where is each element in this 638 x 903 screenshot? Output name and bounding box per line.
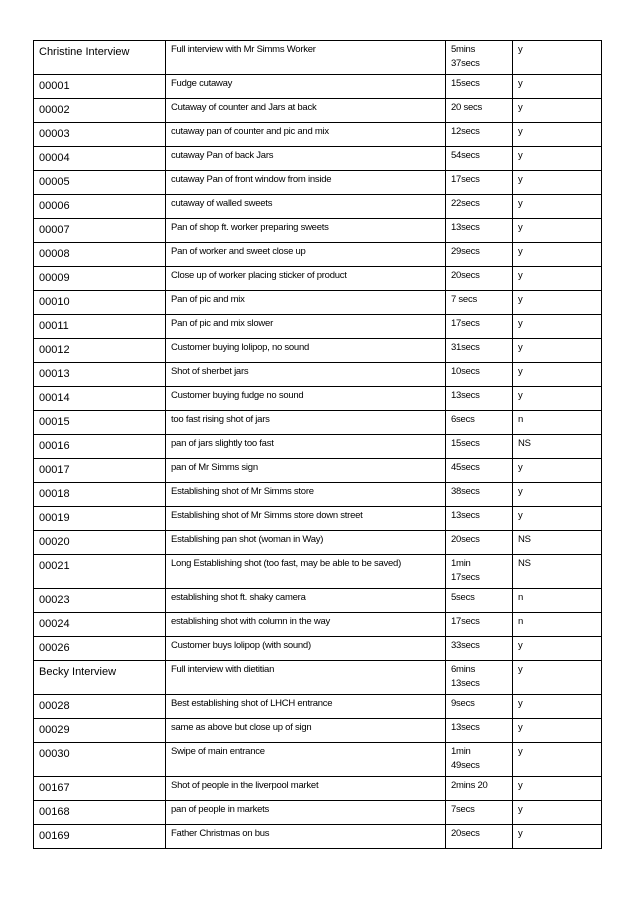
- clip-id-cell: 00007: [34, 219, 166, 243]
- duration-line: 17secs: [451, 572, 480, 583]
- clip-duration-cell: [446, 719, 513, 743]
- clip-description-cell: Shot of sherbet jars: [166, 363, 446, 387]
- clip-description-cell: Fudge cutaway: [166, 75, 446, 99]
- duration-line: 13secs: [451, 510, 480, 521]
- clip-description-cell: Pan of pic and mix: [166, 291, 446, 315]
- clip-id-cell: 00006: [34, 195, 166, 219]
- table-row: [34, 41, 602, 75]
- duration-line: 15secs: [451, 438, 480, 449]
- table-row: [34, 147, 602, 171]
- clip-duration-cell: [446, 661, 513, 695]
- clip-usable-cell: y: [513, 171, 602, 195]
- clip-description-cell: Cutaway of counter and Jars at back: [166, 99, 446, 123]
- table-row: [34, 719, 602, 743]
- table-row: [34, 339, 602, 363]
- duration-line: 13secs: [451, 678, 480, 689]
- clip-duration-cell: [446, 613, 513, 637]
- clip-usable-cell: y: [513, 825, 602, 849]
- duration-line: 20secs: [451, 534, 480, 545]
- clip-duration-cell: [446, 743, 513, 777]
- clip-usable-cell: n: [513, 411, 602, 435]
- clip-id-cell: 00167: [34, 777, 166, 801]
- clip-id-cell: Becky Interview: [34, 661, 166, 695]
- duration-line: 6secs: [451, 414, 475, 425]
- clip-id-cell: 00008: [34, 243, 166, 267]
- clip-id-cell: 00023: [34, 589, 166, 613]
- duration-line: 20secs: [451, 828, 480, 839]
- table-row: [34, 637, 602, 661]
- clip-duration-cell: [446, 267, 513, 291]
- clip-description-cell: Establishing shot of Mr Simms store down street: [166, 507, 446, 531]
- clip-usable-cell: n: [513, 613, 602, 637]
- clip-description-cell: pan of Mr Simms sign: [166, 459, 446, 483]
- table-row: [34, 801, 602, 825]
- clip-usable-cell: y: [513, 315, 602, 339]
- clip-usable-cell: y: [513, 743, 602, 777]
- clip-id-cell: 00004: [34, 147, 166, 171]
- table-row: [34, 171, 602, 195]
- duration-line: 1min: [451, 746, 471, 757]
- table-row: [34, 507, 602, 531]
- duration-line: 31secs: [451, 342, 480, 353]
- clip-description-cell: same as above but close up of sign: [166, 719, 446, 743]
- clip-usable-cell: y: [513, 719, 602, 743]
- duration-line: 17secs: [451, 318, 480, 329]
- clip-id-cell: 00005: [34, 171, 166, 195]
- duration-line: 29secs: [451, 246, 480, 257]
- clip-duration-cell: [446, 459, 513, 483]
- clip-usable-cell: y: [513, 507, 602, 531]
- table-row: [34, 777, 602, 801]
- clip-id-cell: 00016: [34, 435, 166, 459]
- duration-line: 17secs: [451, 174, 480, 185]
- clip-usable-cell: y: [513, 267, 602, 291]
- clip-duration-cell: [446, 99, 513, 123]
- clip-duration-cell: [446, 555, 513, 589]
- table-row: [34, 195, 602, 219]
- clip-duration-cell: [446, 291, 513, 315]
- table-row: [34, 483, 602, 507]
- clip-usable-cell: y: [513, 637, 602, 661]
- clip-duration-cell: [446, 435, 513, 459]
- clip-description-cell: Swipe of main entrance: [166, 743, 446, 777]
- clip-description-cell: establishing shot ft. shaky camera: [166, 589, 446, 613]
- clip-duration-cell: [446, 589, 513, 613]
- clip-description-cell: Full interview with dietitian: [166, 661, 446, 695]
- clip-description-cell: Pan of shop ft. worker preparing sweets: [166, 219, 446, 243]
- clip-description-cell: Shot of people in the liverpool market: [166, 777, 446, 801]
- clip-duration-cell: [446, 195, 513, 219]
- table-row: [34, 695, 602, 719]
- table-row: [34, 435, 602, 459]
- clip-description-cell: Pan of worker and sweet close up: [166, 243, 446, 267]
- duration-line: 38secs: [451, 486, 480, 497]
- clip-usable-cell: y: [513, 483, 602, 507]
- clip-usable-cell: NS: [513, 435, 602, 459]
- clip-usable-cell: y: [513, 459, 602, 483]
- duration-line: 15secs: [451, 78, 480, 89]
- clip-description-cell: Long Establishing shot (too fast, may be able to be saved): [166, 555, 446, 589]
- duration-line: 5secs: [451, 592, 475, 603]
- clip-duration-cell: [446, 801, 513, 825]
- clip-usable-cell: y: [513, 777, 602, 801]
- clip-id-cell: 00020: [34, 531, 166, 555]
- clip-id-cell: Christine Interview: [34, 41, 166, 75]
- clip-duration-cell: [446, 123, 513, 147]
- clip-usable-cell: y: [513, 99, 602, 123]
- clip-id-cell: 00021: [34, 555, 166, 589]
- table-row: [34, 291, 602, 315]
- duration-line: 13secs: [451, 390, 480, 401]
- footage-log-table: [33, 40, 602, 849]
- duration-line: 17secs: [451, 616, 480, 627]
- table-row: [34, 387, 602, 411]
- clip-duration-cell: [446, 243, 513, 267]
- clip-description-cell: Customer buying fudge no sound: [166, 387, 446, 411]
- clip-duration-cell: [446, 411, 513, 435]
- clip-id-cell: 00002: [34, 99, 166, 123]
- clip-usable-cell: y: [513, 661, 602, 695]
- clip-duration-cell: [446, 387, 513, 411]
- duration-line: 49secs: [451, 760, 480, 771]
- table-row: [34, 315, 602, 339]
- duration-line: 13secs: [451, 722, 480, 733]
- clip-duration-cell: [446, 637, 513, 661]
- clip-id-cell: 00030: [34, 743, 166, 777]
- table-row: [34, 531, 602, 555]
- duration-line: 33secs: [451, 640, 480, 651]
- clip-id-cell: 00003: [34, 123, 166, 147]
- clip-duration-cell: [446, 339, 513, 363]
- table-row: [34, 243, 602, 267]
- table-row: [34, 363, 602, 387]
- clip-id-cell: 00028: [34, 695, 166, 719]
- table-row: [34, 555, 602, 589]
- clip-id-cell: 00013: [34, 363, 166, 387]
- duration-line: 7secs: [451, 804, 475, 815]
- clip-usable-cell: y: [513, 219, 602, 243]
- duration-line: 54secs: [451, 150, 480, 161]
- clip-duration-cell: [446, 75, 513, 99]
- clip-usable-cell: y: [513, 41, 602, 75]
- clip-id-cell: 00001: [34, 75, 166, 99]
- clip-description-cell: cutaway of walled sweets: [166, 195, 446, 219]
- clip-usable-cell: NS: [513, 555, 602, 589]
- clip-description-cell: cutaway Pan of back Jars: [166, 147, 446, 171]
- clip-id-cell: 00012: [34, 339, 166, 363]
- duration-line: 20 secs: [451, 102, 482, 113]
- clip-id-cell: 00168: [34, 801, 166, 825]
- table-row: [34, 661, 602, 695]
- duration-line: 9secs: [451, 698, 475, 709]
- duration-line: 1min: [451, 558, 471, 569]
- clip-duration-cell: [446, 507, 513, 531]
- table-row: [34, 75, 602, 99]
- clip-duration-cell: [446, 147, 513, 171]
- clip-duration-cell: [446, 219, 513, 243]
- duration-line: 22secs: [451, 198, 480, 209]
- clip-description-cell: Pan of pic and mix slower: [166, 315, 446, 339]
- clip-id-cell: 00014: [34, 387, 166, 411]
- clip-usable-cell: y: [513, 291, 602, 315]
- clip-usable-cell: NS: [513, 531, 602, 555]
- clip-id-cell: 00011: [34, 315, 166, 339]
- duration-line: 13secs: [451, 222, 480, 233]
- table-row: [34, 219, 602, 243]
- clip-usable-cell: y: [513, 695, 602, 719]
- duration-line: 2mins 20: [451, 780, 488, 791]
- clip-duration-cell: [446, 483, 513, 507]
- duration-line: 20secs: [451, 270, 480, 281]
- clip-description-cell: too fast rising shot of jars: [166, 411, 446, 435]
- clip-description-cell: Establishing pan shot (woman in Way): [166, 531, 446, 555]
- table-row: [34, 99, 602, 123]
- clip-duration-cell: [446, 531, 513, 555]
- table-row: [34, 411, 602, 435]
- duration-line: 6mins: [451, 664, 476, 675]
- clip-id-cell: 00018: [34, 483, 166, 507]
- duration-line: 5mins: [451, 44, 476, 55]
- clip-id-cell: 00024: [34, 613, 166, 637]
- duration-line: 7 secs: [451, 294, 477, 305]
- clip-usable-cell: y: [513, 363, 602, 387]
- clip-duration-cell: [446, 315, 513, 339]
- clip-id-cell: 00015: [34, 411, 166, 435]
- clip-duration-cell: [446, 695, 513, 719]
- clip-usable-cell: y: [513, 801, 602, 825]
- clip-description-cell: Full interview with Mr Simms Worker: [166, 41, 446, 75]
- clip-description-cell: Best establishing shot of LHCH entrance: [166, 695, 446, 719]
- clip-description-cell: Customer buying lolipop, no sound: [166, 339, 446, 363]
- clip-usable-cell: y: [513, 195, 602, 219]
- clip-usable-cell: y: [513, 339, 602, 363]
- clip-description-cell: pan of people in markets: [166, 801, 446, 825]
- clip-description-cell: Customer buys lolipop (with sound): [166, 637, 446, 661]
- clip-id-cell: 00010: [34, 291, 166, 315]
- duration-line: 45secs: [451, 462, 480, 473]
- clip-description-cell: cutaway Pan of front window from inside: [166, 171, 446, 195]
- clip-usable-cell: y: [513, 147, 602, 171]
- table-row: [34, 825, 602, 849]
- table-row: [34, 589, 602, 613]
- table-row: [34, 267, 602, 291]
- clip-usable-cell: y: [513, 243, 602, 267]
- table-row: [34, 743, 602, 777]
- clip-description-cell: establishing shot with column in the way: [166, 613, 446, 637]
- duration-line: 10secs: [451, 366, 480, 377]
- clip-usable-cell: y: [513, 75, 602, 99]
- clip-duration-cell: [446, 41, 513, 75]
- table-row: [34, 613, 602, 637]
- clip-description-cell: Close up of worker placing sticker of product: [166, 267, 446, 291]
- clip-id-cell: 00169: [34, 825, 166, 849]
- clip-usable-cell: n: [513, 589, 602, 613]
- clip-description-cell: Establishing shot of Mr Simms store: [166, 483, 446, 507]
- clip-id-cell: 00029: [34, 719, 166, 743]
- clip-id-cell: 00009: [34, 267, 166, 291]
- clip-description-cell: Father Christmas on bus: [166, 825, 446, 849]
- clip-id-cell: 00026: [34, 637, 166, 661]
- clip-duration-cell: [446, 825, 513, 849]
- table-row: [34, 459, 602, 483]
- clip-duration-cell: [446, 171, 513, 195]
- document-page: [33, 40, 601, 849]
- clip-duration-cell: [446, 777, 513, 801]
- footage-log-body: [34, 41, 602, 849]
- clip-description-cell: pan of jars slightly too fast: [166, 435, 446, 459]
- clip-usable-cell: y: [513, 387, 602, 411]
- clip-description-cell: cutaway pan of counter and pic and mix: [166, 123, 446, 147]
- duration-line: 37secs: [451, 58, 480, 69]
- clip-usable-cell: y: [513, 123, 602, 147]
- table-row: [34, 123, 602, 147]
- clip-id-cell: 00017: [34, 459, 166, 483]
- duration-line: 12secs: [451, 126, 480, 137]
- clip-duration-cell: [446, 363, 513, 387]
- clip-id-cell: 00019: [34, 507, 166, 531]
